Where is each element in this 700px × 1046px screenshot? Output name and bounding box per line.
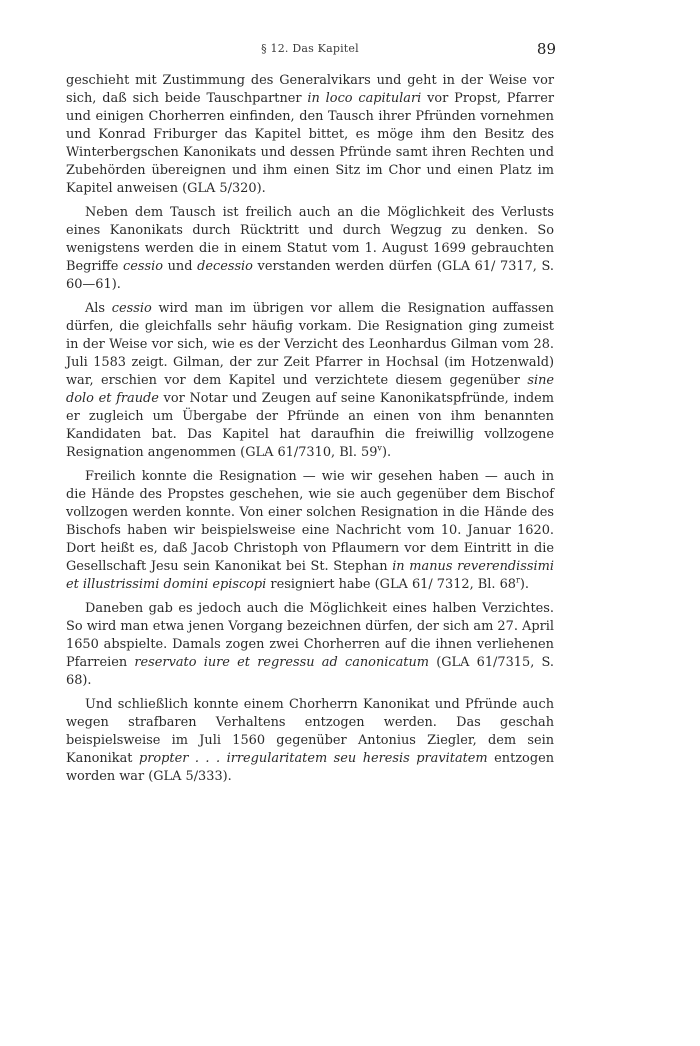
text-run: Daneben gab es jedoch auch die Möglichkeit eines halben Verzichtes. So wird man etwa jenen Vorgang bezeichnen dürfen, der sich am 27. April 1650 abspielte. Damals zogen zwei Chorherren auf die ihnen verliehenen Pfarreien	[66, 601, 554, 670]
text-run: geschieht mit Zustimmung des Generalvikars und geht in der Weise vor sich, daß sich beide Tauschpartner	[66, 73, 554, 106]
running-head	[66, 38, 554, 64]
latin-term: decessio	[197, 259, 253, 274]
text-run: resigniert habe (GLA 61/ 7312, Bl. 68	[266, 577, 516, 592]
page-number: 89	[536, 40, 556, 58]
book-page	[66, 38, 554, 792]
folio-recto-superscript: r	[515, 575, 520, 585]
text-run: und	[163, 259, 198, 274]
running-head-title: § 12. Das Kapitel	[261, 42, 359, 55]
text-run: verstanden werden dürfen (GLA 61/ 7317, S. 60—61).	[66, 259, 554, 292]
latin-term: cessio	[123, 259, 164, 274]
latin-term: cessio	[111, 301, 152, 316]
text-run: Freilich konnte die Resignation — wie wir gesehen haben — auch in die Hände des Propstes geschehen, wie sie auch gegenüber dem Bischof vollzogen werden konnte. Von einer solchen Resignation in die Hände des Bischofs haben wir beispielsweise eine Nachricht vom 10. Januar 1620. Dort heißt es, daß Jacob Christoph von Pflaumern vor dem Eintritt in die Gesellschaft Jesu sein Kanonikat bei St. Stephan	[66, 469, 554, 574]
text-run: Neben dem Tausch ist freilich auch an die Möglichkeit des Verlusts eines Kanonikats durch Rücktritt und durch Wegzug zu denken. So wenigstens werden die in einem Statut vom 1. August 1699 gebrauchten Begriffe	[66, 205, 554, 274]
latin-phrase: sine dolo et fraude	[66, 373, 554, 406]
paragraph-1	[66, 72, 554, 198]
paragraph-6	[66, 696, 554, 786]
text-run: (GLA 61/7315, S. 68).	[66, 655, 554, 688]
text-run: vor Propst, Pfarrer und einigen Chorherren einfinden, den Tausch ihrer Pfründen vornehmen und Konrad Friburger das Kapitel bittet, es möge ihm den Besitz des Winterbergschen Kanonikats und dessen Pfründe samt ihren Rechten und Zubehörden übereignen und ihm einen Sitz im Chor und einen Platz im Kapitel anweisen (GLA 5/320).	[66, 91, 555, 196]
paragraph-5	[66, 600, 554, 690]
latin-phrase: reservato iure et regressu ad canonicatum	[134, 655, 429, 670]
text-run: Und schließlich konnte einem Chorherrn Kanonikat und Pfründe auch wegen strafbaren Verhaltens entzogen werden. Das geschah beispielsweise im Juli 1560 gegenüber Antonius Ziegler, dem sein Kanonikat	[66, 697, 554, 766]
text-run: ).	[519, 577, 529, 592]
text-run: Als	[85, 301, 112, 316]
text-run: wird man im übrigen vor allem die Resignation auffassen dürfen, die gleichfalls sehr häufig vorkam. Die Resignation ging zumeist in der Weise vor sich, wie es der Verzicht des Leonhardus Gilman vom 28. Juli 1583 zeigt. Gilman, der zur Zeit Pfarrer in Hochsal (im Hotzenwald) war, erschien vor dem Kapitel und verzichtete diesem gegenüber	[66, 301, 554, 388]
paragraph-3	[66, 300, 554, 462]
paragraph-2	[66, 204, 554, 294]
latin-phrase: in loco capitulari	[307, 91, 422, 106]
latin-phrase: propter . . . irregularitatem seu heresis pravitatem	[138, 751, 488, 766]
folio-verso-superscript: v	[377, 443, 382, 453]
latin-phrase: in manus reverendissimi et illustrissimi domini episcopi	[66, 559, 554, 592]
text-run: entzogen worden war (GLA 5/333).	[66, 751, 554, 784]
text-run: ).	[381, 445, 392, 460]
text-run: vor Notar und Zeugen auf seine Kanonikatspfründe, indem er zugleich um Übergabe der Pfründe an einen von ihm benannten Kandidaten bat. Das Kapitel hat daraufhin die freiwillig vollzogene Resignation angenommen (GLA 61/7310, Bl. 59	[66, 391, 554, 460]
body-text	[66, 72, 554, 786]
paragraph-4	[66, 468, 554, 594]
